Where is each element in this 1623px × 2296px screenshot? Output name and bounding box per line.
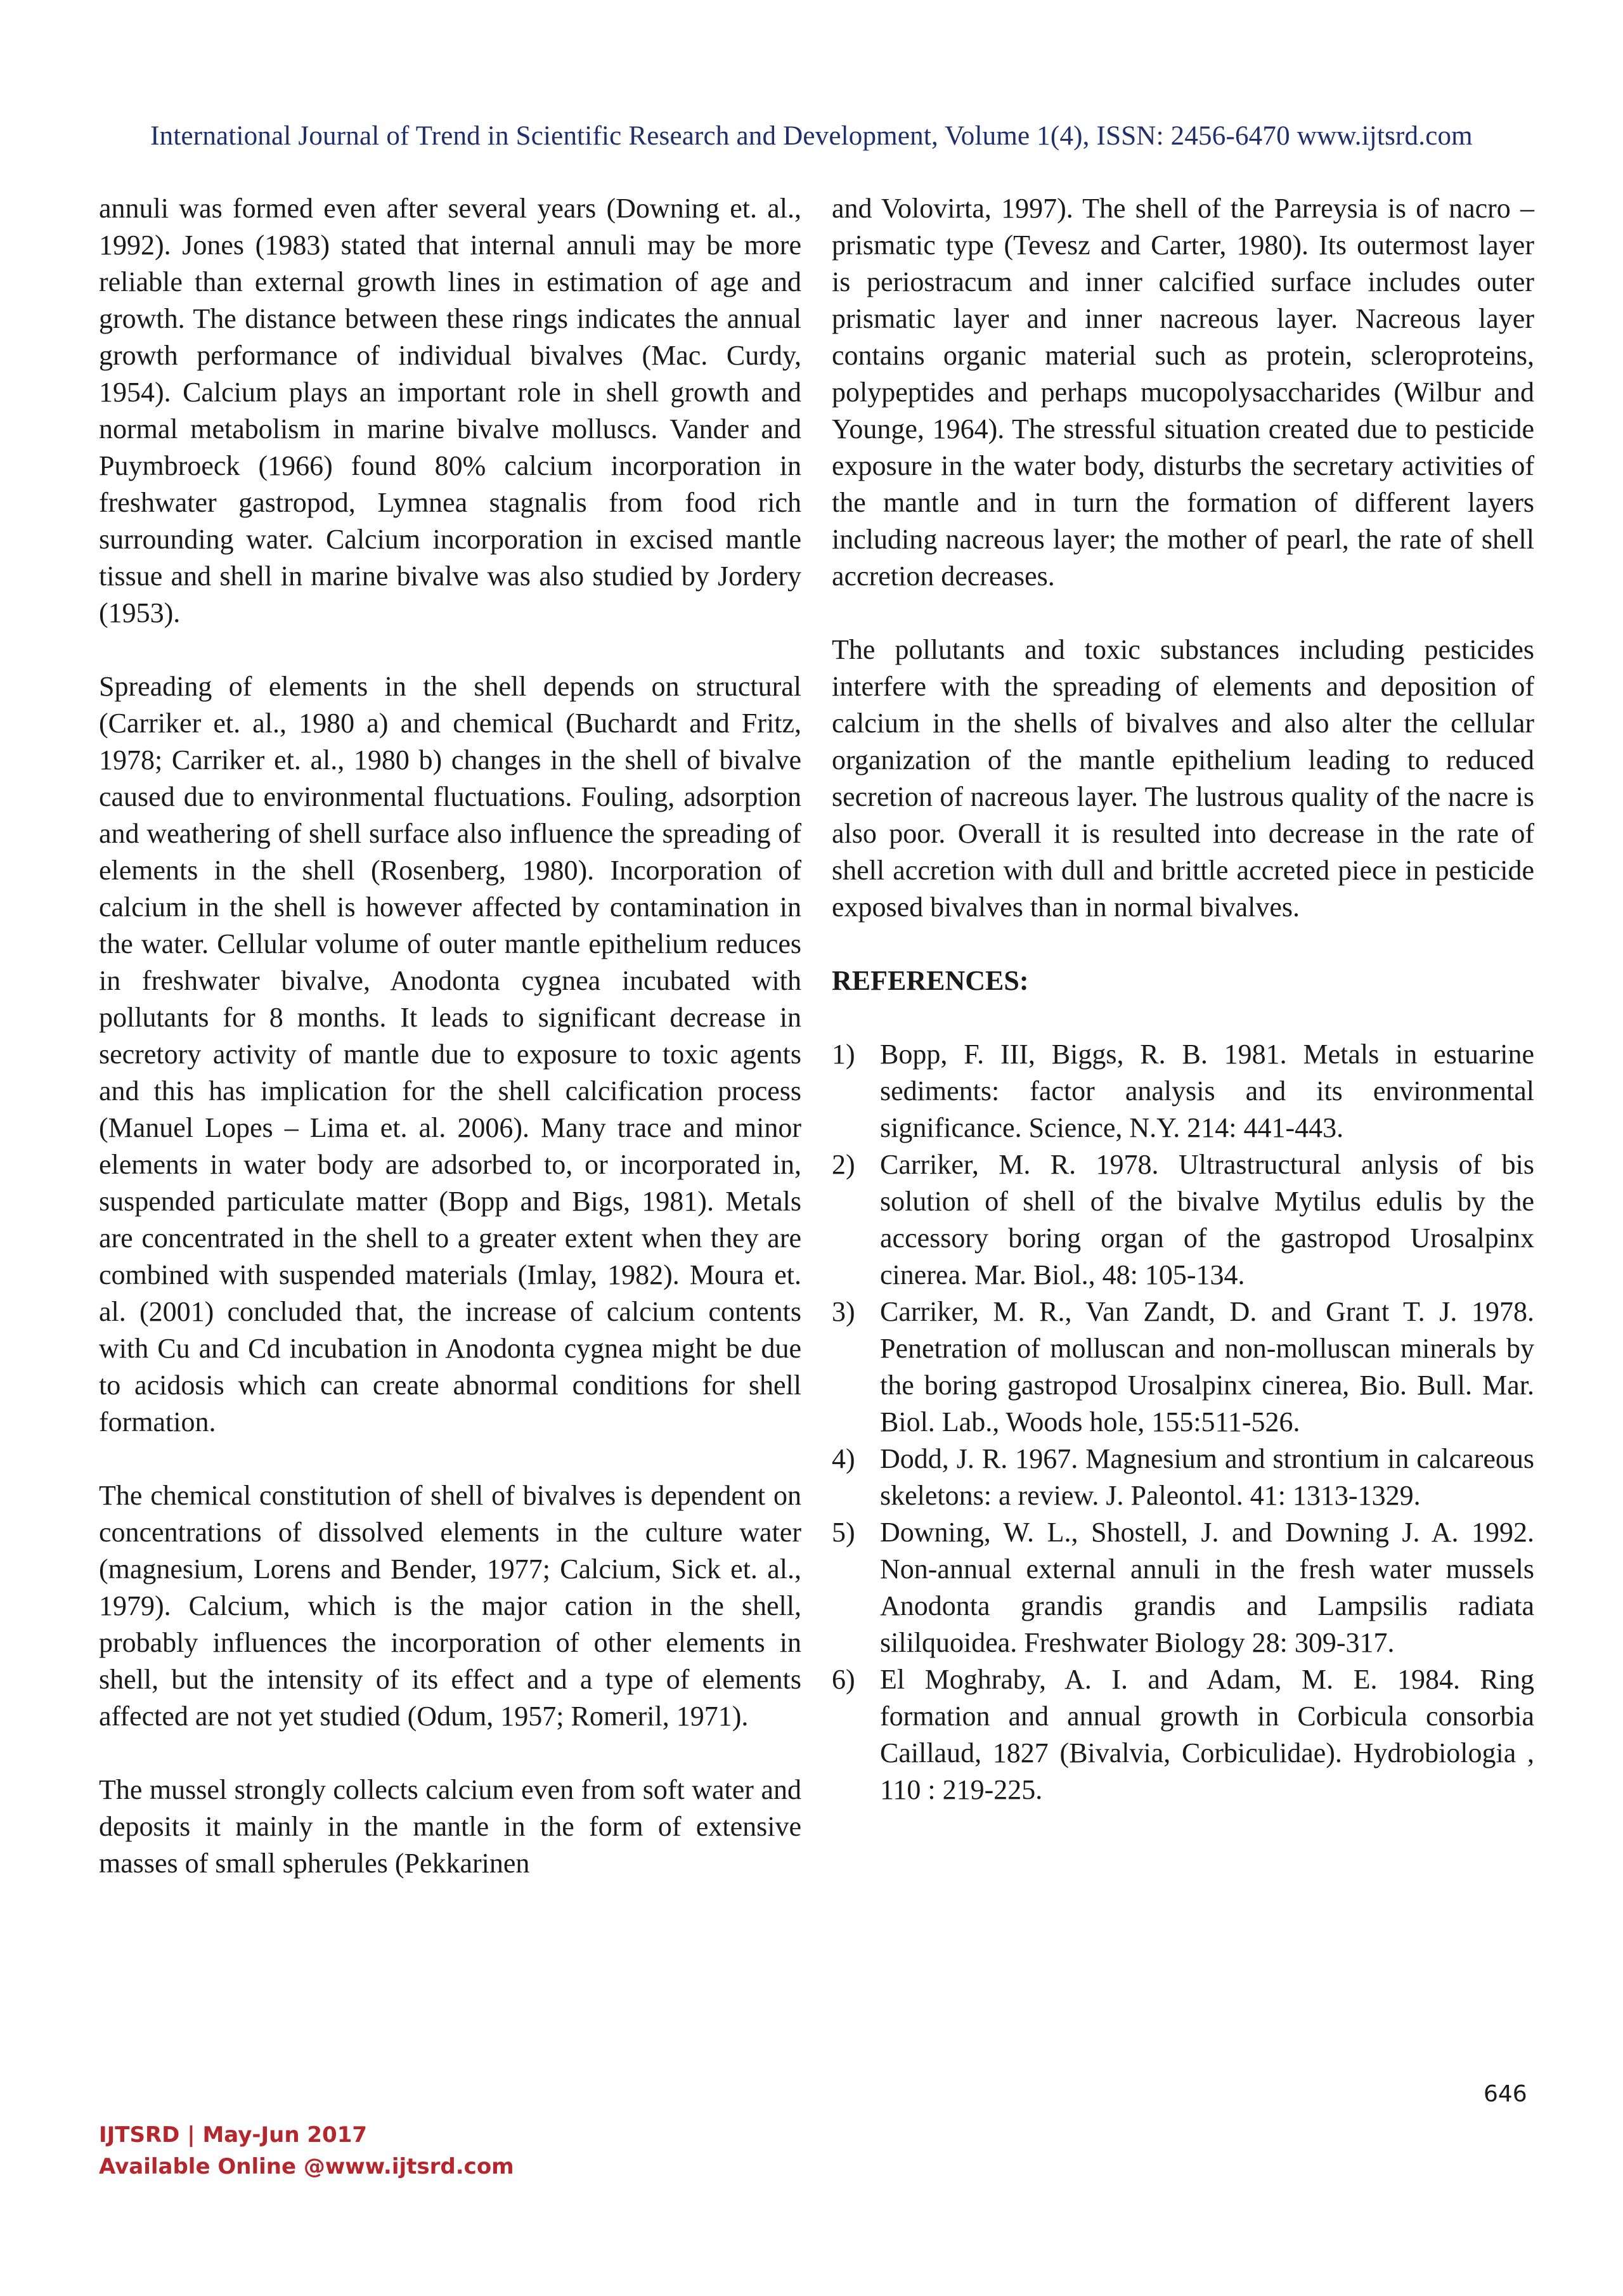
references-list (832, 1036, 1534, 1808)
reference-text: Dodd, J. R. 1967. Magnesium and strontium in calcareous skeletons: a review. J. Paleontol. 41: 1313-1329. (880, 1443, 1534, 1511)
running-header: International Journal of Trend in Scientific Research and Development, Volume 1(4), ISSN: 2456-6470 www.ijtsrd.com (150, 121, 1473, 151)
reference-text: El Moghraby, A. I. and Adam, M. E. 1984. Ring formation and annual growth in Corbicula consorbia Caillaud, 1827 (Bivalvia, Corbiculidae). Hydrobiologia , 110 : 219-225. (880, 1664, 1534, 1805)
body-paragraph: The mussel strongly collects calcium even from soft water and deposits it mainly in the mantle in the form of extensive masses of small spherules (Pekkarinen (99, 1774, 801, 1879)
references-heading: REFERENCES: (832, 965, 1029, 996)
reference-item (832, 1661, 1534, 1808)
reference-number: 6) (832, 1664, 855, 1695)
reference-item (832, 1441, 1534, 1514)
reference-text: Downing, W. L., Shostell, J. and Downing J. A. 1992. Non-annual external annuli in the fresh water mussels Anodonta grandis grandis and Lampsilis radiata sililquoidea. Freshwater Biology 28: 309-317. (880, 1517, 1534, 1658)
reference-number: 1) (832, 1039, 855, 1070)
reference-item (832, 1036, 1534, 1146)
body-paragraph: The chemical constitution of shell of bivalves is dependent on concentrations of dissolved elements in the culture water (magnesium, Lorens and Bender, 1977; Calcium, Sick et. al., 1979). Calcium, which is the major cation in the shell, probably influences the incorporation of other elements in shell, but the intensity of its effect and a type of elements affected are not yet studied (Odum, 1957; Romeril, 1971). (99, 1480, 801, 1732)
reference-text: Bopp, F. III, Biggs, R. B. 1981. Metals in estuarine sediments: factor analysis and its environmental significance. Science, N.Y. 214: 441-443. (880, 1039, 1534, 1143)
body-paragraph: The pollutants and toxic substances including pesticides interfere with the spreading of elements and deposition of calcium in the shells of bivalves and also alter the cellular organization of the mantle epithelium leading to reduced secretion of nacreous layer. The lustrous quality of the nacre is also poor. Overall it is resulted into decrease in the rate of shell accretion with dull and brittle accreted piece in pesticide exposed bivalves than in normal bivalves. (832, 634, 1534, 923)
reference-item (832, 1294, 1534, 1441)
reference-number: 5) (832, 1517, 855, 1548)
body-paragraph: annuli was formed even after several years (Downing et. al., 1992). Jones (1983) stated that internal annuli may be more reliable than external growth lines in estimation of age and growth. The distance between these rings indicates the annual growth performance of individual bivalves (Mac. Curdy, 1954). Calcium plays an important role in shell growth and normal metabolism in marine bivalve molluscs. Vander and Puymbroeck (1966) found 80% calcium incorporation in freshwater gastropod, Lymnea stagnalis from food rich surrounding water. Calcium incorporation in excised mantle tissue and shell in marine bivalve was also studied by Jordery (1953). (99, 193, 801, 628)
reference-item (832, 1514, 1534, 1661)
reference-text: Carriker, M. R., Van Zandt, D. and Grant T. J. 1978. Penetration of molluscan and non-molluscan minerals by the boring gastropod Urosalpinx cinerea, Bio. Bull. Mar. Biol. Lab., Woods hole, 155:511-526. (880, 1296, 1534, 1437)
footer-online-link[interactable]: Available Online @www.ijtsrd.com (99, 2154, 514, 2179)
reference-number: 2) (832, 1149, 855, 1180)
footer-journal-issue: IJTSRD | May-Jun 2017 (99, 2122, 368, 2148)
reference-text: Carriker, M. R. 1978. Ultrastructural anlysis of bis solution of shell of the bivalve Mytilus edulis by the accessory boring organ of the gastropod Urosalpinx cinerea. Mar. Biol., 48: 105-134. (880, 1149, 1534, 1290)
reference-item (832, 1146, 1534, 1294)
body-paragraph: and Volovirta, 1997). The shell of the Parreysia is of nacro – prismatic type (Tevesz and Carter, 1980). Its outermost layer is periostracum and inner calcified surface includes outer prismatic layer and inner nacreous layer. Nacreous layer contains organic material such as protein, scleroproteins, polypeptides and perhaps mucopolysaccharides (Wilbur and Younge, 1964). The stressful situation created due to pesticide exposure in the water body, disturbs the secretary activities of the mantle and in turn the formation of different layers including nacreous layer; the mother of pearl, the rate of shell accretion decreases. (832, 193, 1534, 592)
reference-number: 4) (832, 1443, 855, 1474)
left-column (99, 190, 801, 1919)
page-footer (99, 2119, 514, 2182)
reference-number: 3) (832, 1296, 855, 1327)
body-paragraph: Spreading of elements in the shell depends on structural (Carriker et. al., 1980 a) and chemical (Buchardt and Fritz, 1978; Carriker et. al., 1980 b) changes in the shell of bivalve caused due to environmental fluctuations. Fouling, adsorption and weathering of shell surface also influence the spreading of elements in the shell (Rosenberg, 1980). Incorporation of calcium in the shell is however affected by contamination in the water. Cellular volume of outer mantle epithelium reduces in freshwater bivalve, Anodonta cygnea incubated with pollutants for 8 months. It leads to significant decrease in secretory activity of mantle due to exposure to toxic agents and this has implication for the shell calcification process (Manuel Lopes – Lima et. al. 2006). Many trace and minor elements in water body are adsorbed to, or incorporated in, suspended particulate matter (Bopp and Bigs, 1981). Metals are concentrated in the shell to a greater extent when they are combined with suspended materials (Imlay, 1982). Moura et. al. (2001) concluded that, the increase of calcium contents with Cu and Cd incubation in Anodonta cygnea might be due to acidosis which can create abnormal conditions for shell formation. (99, 671, 801, 1437)
page-number: 646 (1484, 2081, 1527, 2107)
right-column (832, 190, 1534, 1808)
